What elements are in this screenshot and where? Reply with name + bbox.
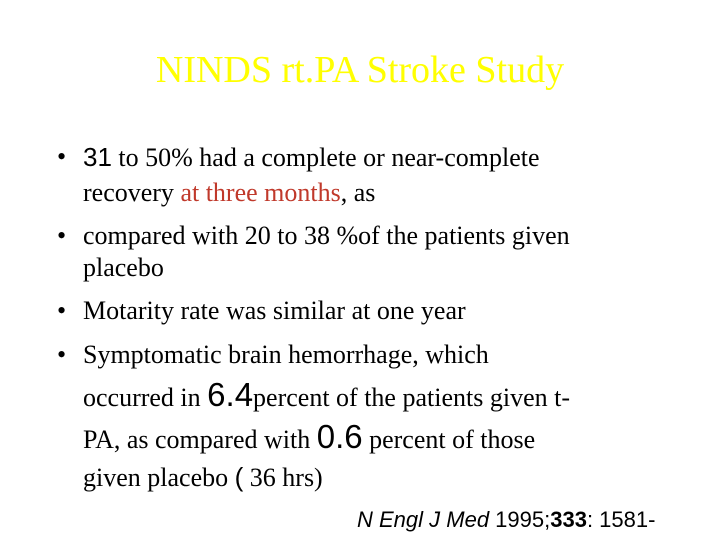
bullet-1-line-2 (83, 178, 375, 208)
stat-number: 31 (83, 142, 112, 172)
paren-symbol: ( (234, 462, 244, 492)
bullet-text: given placebo (83, 463, 235, 492)
bullet-text: PA, as compared with (83, 425, 317, 454)
bullet-text: compared with 20 to 38 %of the patients given (83, 221, 570, 250)
stat-number: 6.4 (207, 376, 254, 413)
highlight-text: at three months (180, 178, 341, 207)
bullet-4-line-3 (83, 418, 536, 455)
stat-number: 0.6 (316, 418, 363, 455)
bullet-marker: • (57, 221, 67, 250)
bullet-2-line-2 (83, 253, 164, 283)
bullet-text: placebo (83, 253, 164, 282)
citation-journal: N Engl J Med (357, 507, 490, 532)
bullet-text: to 50% had a complete or near-complete (111, 143, 540, 172)
bullet-text: recovery (83, 178, 181, 207)
bullet-text: 36 hrs) (243, 463, 323, 492)
bullet-4-line-1 (83, 340, 489, 370)
bullet-3-line-1 (83, 296, 466, 326)
citation-year: 1995; (489, 507, 551, 532)
bullet-marker: • (57, 142, 67, 171)
bullet-marker: • (57, 296, 67, 325)
bullet-4-line-4 (83, 462, 323, 493)
bullet-text: percent of those (362, 425, 536, 454)
bullet-text: Symptomatic brain hemorrhage, which (83, 340, 489, 369)
bullet-text: , as (340, 178, 376, 207)
citation (357, 506, 655, 534)
citation-volume: 333 (550, 507, 587, 532)
bullet-text: occurred in (83, 383, 208, 412)
citation-pages: : 1581- (586, 507, 656, 532)
bullet-text: Motarity rate was similar at one year (83, 296, 466, 325)
bullet-text: percent of the patients given t- (253, 383, 570, 412)
bullet-4-line-2 (83, 376, 570, 413)
bullet-2-line-1 (83, 221, 570, 251)
bullet-1-line-1 (83, 142, 540, 173)
bullet-marker: • (57, 340, 67, 369)
slide-title: NINDS rt.PA Stroke Study (155, 49, 565, 91)
